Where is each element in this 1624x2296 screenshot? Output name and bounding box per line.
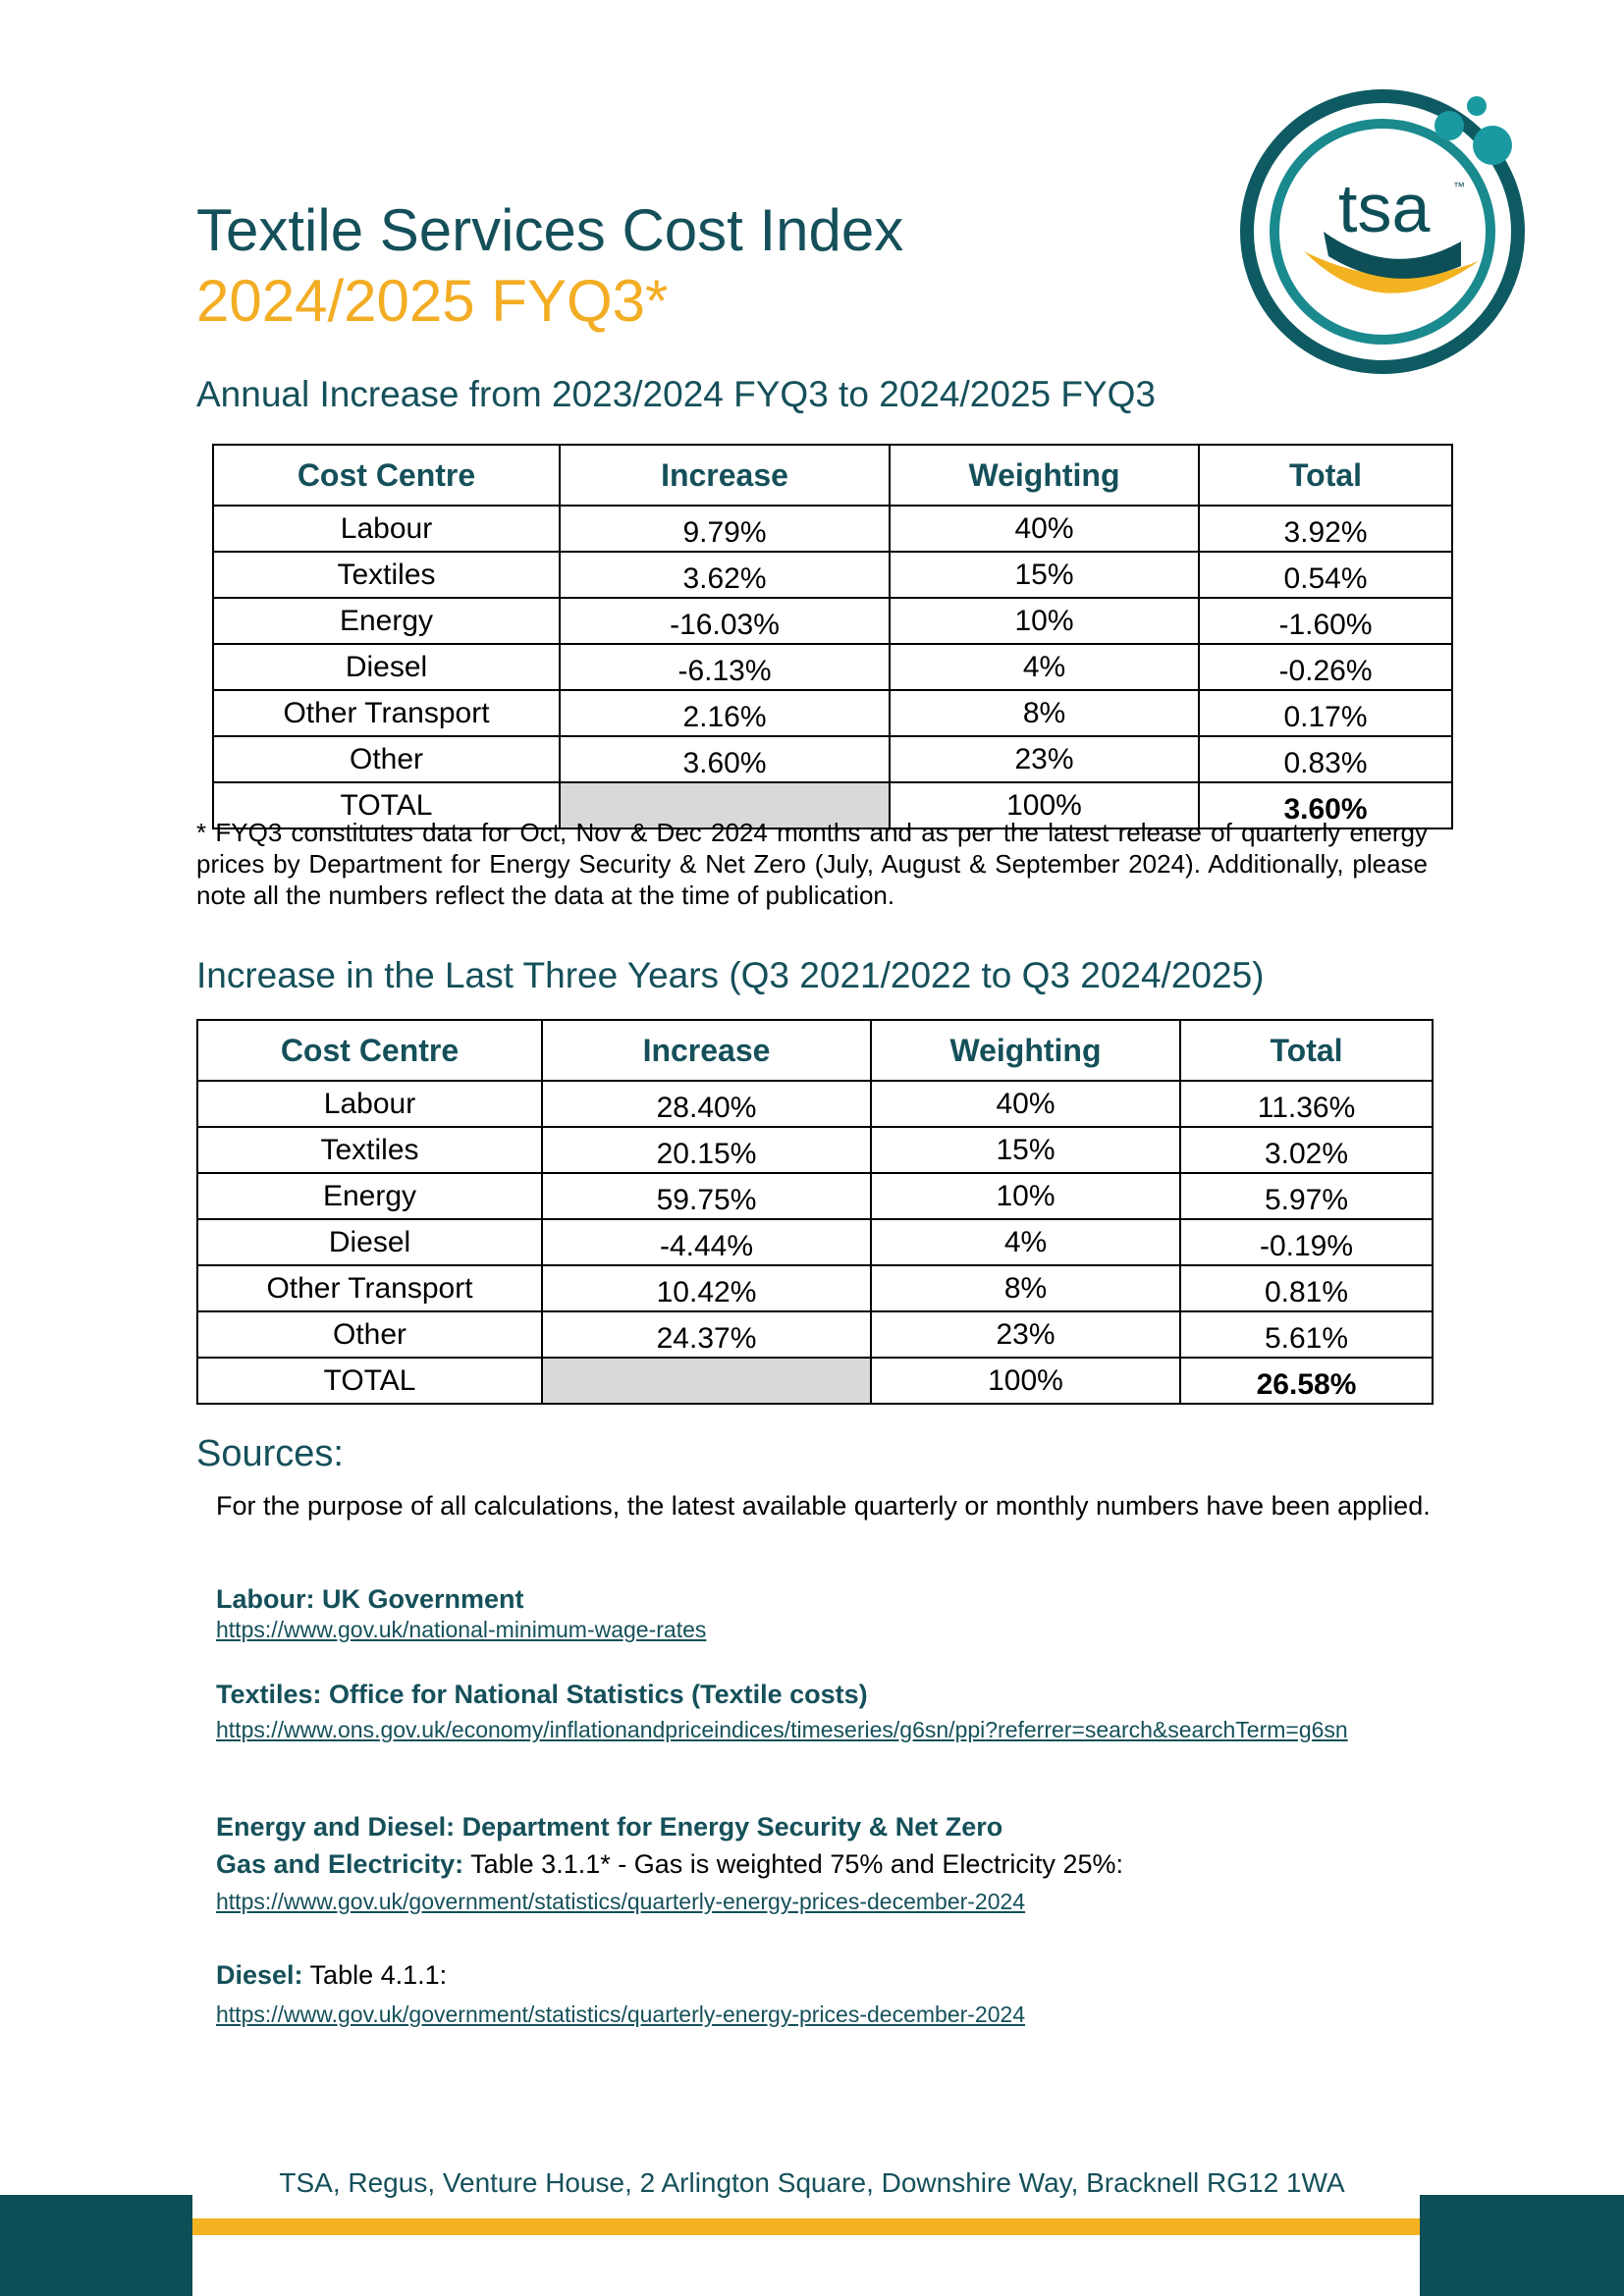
column-header: Cost Centre <box>197 1020 542 1081</box>
footer-band-gold <box>192 2218 1420 2235</box>
table-row <box>197 1127 1433 1173</box>
table-row <box>197 1173 1433 1219</box>
cost-centre-cell: Other Transport <box>197 1265 542 1311</box>
gas-electricity-source: Gas and Electricity: Table 3.1.1* - Gas is weighted 75% and Electricity 25%: <box>216 1849 1123 1879</box>
labour-source-link[interactable]: https://www.gov.uk/national-minimum-wage-rates <box>216 1617 707 1642</box>
increase-cell: 2.16% <box>560 690 890 736</box>
increase-cell: -4.44% <box>542 1219 871 1265</box>
increase-cell: -6.13% <box>560 644 890 690</box>
increase-cell: 3.60% <box>560 736 890 782</box>
total-cell: 5.61% <box>1180 1311 1433 1358</box>
weighting-cell: 40% <box>890 506 1199 552</box>
empty-increase-cell <box>542 1358 871 1404</box>
column-header: Cost Centre <box>213 445 560 506</box>
footnote: * FYQ3 constitutes data for Oct, Nov & Dec 2024 months and as per the latest release of quarterly energy prices by Department for Energy Security & Net Zero (July, August & September 2024). Additionally, please note all the numbers reflect the data at the time of publication. <box>196 818 1428 910</box>
cost-centre-cell: Other <box>197 1311 542 1358</box>
diesel-link[interactable]: https://www.gov.uk/government/statistics/quarterly-energy-prices-december-2024 <box>216 2002 1026 2027</box>
gas-electricity-link[interactable]: https://www.gov.uk/government/statistics/quarterly-energy-prices-december-2024 <box>216 1889 1026 1914</box>
sources-intro: For the purpose of all calculations, the latest available quarterly or monthly numbers have been applied. <box>216 1491 1431 1521</box>
weighting-cell: 4% <box>890 644 1199 690</box>
table-header-row <box>197 1020 1433 1081</box>
weighting-cell: 100% <box>871 1358 1180 1404</box>
column-header: Increase <box>560 445 890 506</box>
annual-table <box>212 444 1453 829</box>
table-row <box>197 1081 1433 1127</box>
energy-source-title: Energy and Diesel: Department for Energy Security & Net Zero <box>216 1812 1003 1842</box>
cost-centre-cell: Labour <box>213 506 560 552</box>
table-row <box>213 552 1452 598</box>
column-header: Total <box>1199 445 1452 506</box>
textiles-source-link[interactable]: https://www.ons.gov.uk/economy/inflationandpriceindices/timeseries/g6sn/ppi?referrer=search&searchTerm=g6sn <box>216 1717 1348 1742</box>
table-row <box>213 690 1452 736</box>
annual-heading: Annual Increase from 2023/2024 FYQ3 to 2024/2025 FYQ3 <box>196 374 1157 414</box>
sources-heading: Sources: <box>196 1433 344 1474</box>
total-cell: 0.54% <box>1199 552 1452 598</box>
grand-total-cell: 26.58% <box>1180 1358 1433 1404</box>
increase-cell: 59.75% <box>542 1173 871 1219</box>
footer-band-left <box>0 2195 192 2296</box>
weighting-cell: 23% <box>871 1311 1180 1358</box>
diesel-source: Diesel: Table 4.1.1: <box>216 1960 448 1990</box>
increase-cell: -16.03% <box>560 598 890 644</box>
total-cell: 0.17% <box>1199 690 1452 736</box>
logo-text: tsa <box>1338 170 1431 246</box>
table-row <box>197 1219 1433 1265</box>
increase-cell: 9.79% <box>560 506 890 552</box>
table-row <box>213 506 1452 552</box>
three-year-table <box>196 1019 1434 1405</box>
three-year-heading: Increase in the Last Three Years (Q3 2021/2022 to Q3 2024/2025) <box>196 955 1265 995</box>
table-row <box>213 598 1452 644</box>
weighting-cell: 8% <box>890 690 1199 736</box>
total-cell: 0.81% <box>1180 1265 1433 1311</box>
weighting-cell: 40% <box>871 1081 1180 1127</box>
table-row <box>213 644 1452 690</box>
weighting-cell: 23% <box>890 736 1199 782</box>
cost-centre-cell: Energy <box>197 1173 542 1219</box>
labour-source-title: Labour: UK Government <box>216 1584 524 1614</box>
column-header: Increase <box>542 1020 871 1081</box>
cost-centre-cell: Other Transport <box>213 690 560 736</box>
total-cell: 3.92% <box>1199 506 1452 552</box>
increase-cell: 3.62% <box>560 552 890 598</box>
column-header: Weighting <box>890 445 1199 506</box>
table-header-row <box>213 445 1452 506</box>
increase-cell: 20.15% <box>542 1127 871 1173</box>
cost-centre-cell: TOTAL <box>213 782 560 828</box>
column-header: Total <box>1180 1020 1433 1081</box>
total-cell: -0.26% <box>1199 644 1452 690</box>
weighting-cell: 15% <box>871 1127 1180 1173</box>
weighting-cell: 4% <box>871 1219 1180 1265</box>
weighting-cell: 8% <box>871 1265 1180 1311</box>
total-cell: -1.60% <box>1199 598 1452 644</box>
total-cell: 5.97% <box>1180 1173 1433 1219</box>
table-row <box>197 1265 1433 1311</box>
cost-centre-cell: Labour <box>197 1081 542 1127</box>
weighting-cell: 10% <box>871 1173 1180 1219</box>
increase-cell: 24.37% <box>542 1311 871 1358</box>
total-cell: 0.83% <box>1199 736 1452 782</box>
footer-address: TSA, Regus, Venture House, 2 Arlington Square, Downshire Way, Bracknell RG12 1WA <box>279 2167 1345 2198</box>
footer-band-right <box>1420 2195 1624 2296</box>
cost-centre-cell: Textiles <box>197 1127 542 1173</box>
total-row <box>197 1358 1433 1404</box>
cost-centre-cell: Diesel <box>213 644 560 690</box>
page-subtitle: 2024/2025 FYQ3* <box>196 268 669 334</box>
increase-cell: 10.42% <box>542 1265 871 1311</box>
cost-centre-cell: Textiles <box>213 552 560 598</box>
table-row <box>213 736 1452 782</box>
total-cell: 11.36% <box>1180 1081 1433 1127</box>
logo-trademark: ™ <box>1453 180 1465 193</box>
cost-centre-cell: Diesel <box>197 1219 542 1265</box>
total-cell: -0.19% <box>1180 1219 1433 1265</box>
weighting-cell: 100% <box>890 782 1199 828</box>
page-title: Textile Services Cost Index <box>196 197 904 263</box>
increase-cell: 28.40% <box>542 1081 871 1127</box>
weighting-cell: 10% <box>890 598 1199 644</box>
tsa-logo <box>1235 84 1530 379</box>
column-header: Weighting <box>871 1020 1180 1081</box>
cost-centre-cell: Other <box>213 736 560 782</box>
cost-centre-cell: Energy <box>213 598 560 644</box>
cost-centre-cell: TOTAL <box>197 1358 542 1404</box>
table-row <box>197 1311 1433 1358</box>
textiles-source-title: Textiles: Office for National Statistics (Textile costs) <box>216 1680 868 1709</box>
total-cell: 3.02% <box>1180 1127 1433 1173</box>
grand-total-cell: 3.60% <box>1199 782 1452 828</box>
weighting-cell: 15% <box>890 552 1199 598</box>
